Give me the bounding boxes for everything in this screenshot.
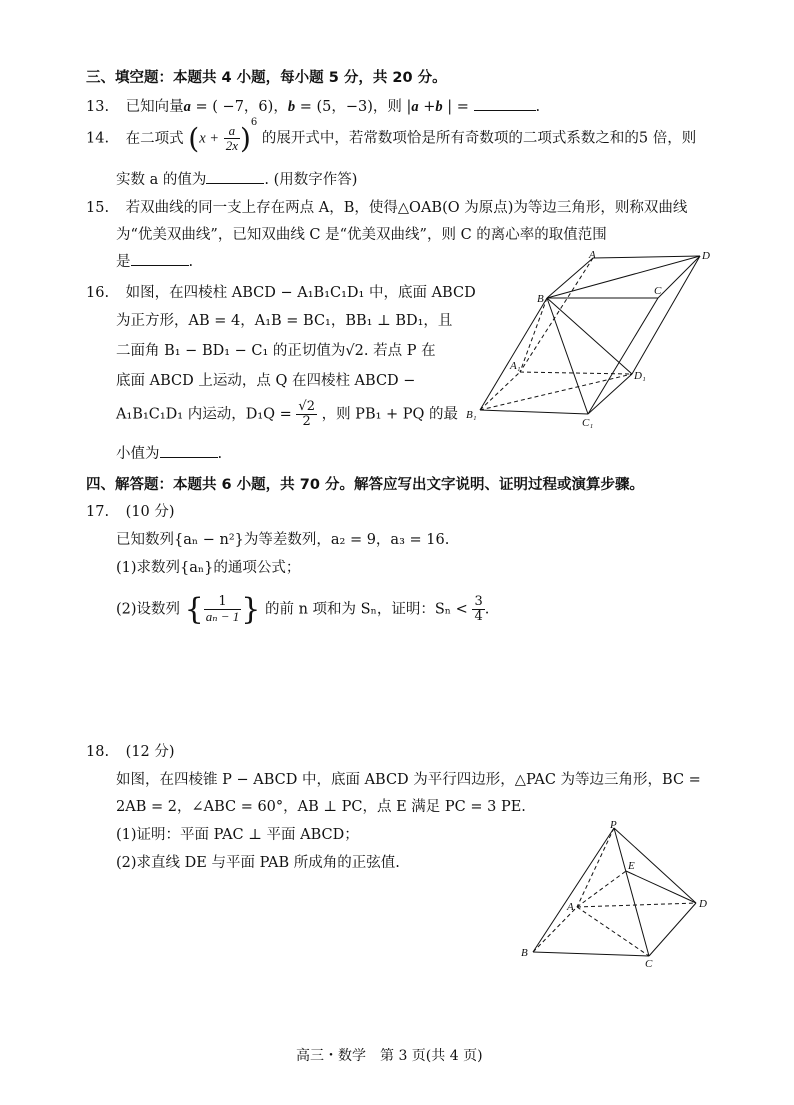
q17-part2a: (2)设数列 [116, 601, 181, 618]
q13-text: 已知向量 [125, 99, 184, 115]
label-A1: A₁ [510, 360, 521, 372]
q17-part2: (2)设数列 { $\frac{1}{\text{aₙ − 1}}$ } 的前 n 项和为 Sₙ，证明：Sₙ < $\frac{3}{4}$ . [116, 592, 490, 627]
frac-top: √2 [298, 399, 315, 414]
section-4-heading: 四、解答题：本题共 6 小题，共 70 分。解答应写出文字说明、证明过程或演算步骤。 [86, 477, 644, 493]
q17-score: (10 分) [125, 504, 175, 520]
period: . [535, 99, 541, 115]
edge-CD [649, 903, 696, 956]
edge-ED [626, 871, 696, 903]
q16-line6-text: 小值为 [116, 446, 160, 462]
edge-AE [577, 871, 626, 907]
question-number: 14. [86, 130, 110, 147]
q16-line1: 如图，在四棱柱 ABCD − A₁B₁C₁D₁ 中，底面 ABCD [125, 285, 476, 301]
q16-line5b: ，则 PB₁ + PQ 的最 [321, 406, 459, 423]
q16-line4: 底面 ABCD 上运动，点 Q 在四棱柱 ABCD − [116, 373, 416, 389]
question-14-line2 [116, 168, 357, 189]
label-C1: C₁ [582, 417, 594, 429]
q18-part2: (2)求直线 DE 与平面 PAB 所成角的正弦值. [116, 855, 400, 871]
question-16 [86, 281, 476, 302]
q15-line2: 为“优美双曲线”，已知双曲线 C 是“优美双曲线”，则 C 的离心率的取值范围 [116, 227, 607, 243]
question-13: 13. 已知向量a = ( −7，6)，b = (5，−3)，则 |a +b | = . [86, 99, 541, 115]
edge-BD1 [547, 298, 632, 374]
q15-line3 [116, 250, 193, 271]
edge-BC1-solid [547, 298, 588, 414]
q13-b-def: = (5，−3)，则 | [299, 99, 412, 115]
frac-bottom: 4 [474, 609, 483, 624]
answer-blank [160, 445, 218, 458]
edge-AA1 [520, 258, 593, 372]
label-B: B [537, 293, 544, 305]
frac-top: 3 [474, 594, 483, 609]
q18-part1: (1)证明：平面 PAC ⊥ 平面 ABCD； [116, 827, 359, 843]
edge-BD [547, 256, 700, 298]
q18-line2: 2AB = 2，∠ABC = 60°，AB ⊥ PC，点 E 满足 PC = 3 PE. [116, 799, 526, 815]
label-B: B [521, 947, 528, 959]
edge-PA [577, 828, 614, 907]
period: . [188, 254, 194, 270]
label-A: A [589, 249, 596, 261]
question-number: 16. [86, 285, 110, 301]
pyramid-figure [515, 818, 715, 968]
label-D1: D₁ [634, 370, 646, 382]
label-A: A [567, 901, 574, 913]
edge-B1C1 [480, 410, 588, 414]
frac-bottom: 2 [302, 414, 311, 429]
q16-line3: 二面角 B₁ − BD₁ − C₁ 的正切值为√2. 若点 P 在 [116, 343, 436, 359]
question-15 [86, 196, 687, 217]
label-E: E [628, 860, 635, 872]
q14-text-b: 的展开式中，若常数项恰是所有奇数项的二项式系数之和的5 倍，则 [261, 130, 697, 147]
question-number: 15. [86, 200, 110, 216]
frac-top: a [224, 124, 240, 139]
page-footer: 高三・数学 第 3 页(共 4 页) [296, 1048, 483, 1064]
label-D: D [702, 250, 710, 262]
q17-line1: 已知数列{aₙ − n²}为等差数列，a₂ = 9，a₃ = 16. [116, 532, 450, 548]
question-17 [86, 500, 175, 521]
label-D: D [699, 898, 707, 910]
frac-top: 1 [204, 595, 242, 610]
edge-A1D1 [520, 372, 632, 374]
period: . [217, 446, 223, 462]
answer-blank [474, 98, 536, 111]
q17-fraction-2 [472, 595, 484, 624]
edge-BA1 [520, 298, 547, 372]
label-B1: B₁ [466, 409, 477, 421]
q16-line6 [116, 442, 222, 463]
q17-part2b: 的前 n 项和为 Sₙ，证明：Sₙ < [265, 601, 468, 618]
q16-line5 [116, 400, 458, 429]
abs-end: | = [447, 99, 469, 115]
label-C: C [645, 958, 653, 968]
section-3-heading: 三、填空题：本题共 4 小题，每小题 5 分，共 20 分。 [86, 70, 447, 86]
question-number: 18. [86, 744, 110, 760]
q14-text-a: 在二项式 [125, 130, 184, 147]
edge-BA [533, 907, 577, 952]
q17-part1: (1)求数列{aₙ}的通项公式； [116, 560, 301, 576]
answer-blank [131, 253, 189, 266]
edge-AD [593, 256, 700, 258]
frac-bottom: 2x [225, 138, 238, 153]
q14-x-plus: x + [199, 130, 220, 147]
label-P: P [610, 819, 617, 831]
edge-AD [577, 903, 696, 907]
edge-PC [614, 828, 649, 956]
q18-line1: 如图，在四棱锥 P − ABCD 中，底面 ABCD 为平行四边形，△PAC 为等边三角形，BC = [116, 772, 701, 788]
prism-figure [460, 248, 720, 433]
frac-bottom: aₙ − 1 [205, 609, 240, 624]
edge-PB [533, 828, 614, 952]
q16-line5a: A₁B₁C₁D₁ 内运动，D₁Q = [116, 406, 292, 423]
power: 6 [250, 116, 258, 128]
q14-line2: 实数 a 的值为 [116, 172, 207, 188]
question-number: 13. [86, 99, 110, 115]
edge-AC [577, 907, 649, 956]
q18-score: (12 分) [125, 744, 175, 760]
question-number: 17. [86, 504, 110, 520]
label-C: C [654, 285, 662, 297]
q16-fraction [296, 400, 317, 429]
q14-fraction [224, 124, 240, 153]
edge-CC1 [588, 298, 658, 414]
question-18 [86, 740, 175, 761]
q15-line1: 若双曲线的同一支上存在两点 A，B，使得△OAB(O 为原点)为等边三角形，则称双曲线 [125, 200, 688, 216]
period: . [484, 601, 490, 618]
edge-B1A1 [480, 372, 520, 410]
question-14: 14. 在二项式 (x + $\frac{a}{2x}$ )$^6$ 的展开式中，若常数项恰是所有奇数项的二项式系数之和的5 倍，则 [86, 116, 697, 155]
edge-DD1 [632, 256, 700, 374]
q15-line3-text: 是 [116, 254, 131, 270]
plus-sign: + [423, 99, 436, 115]
answer-blank [206, 171, 264, 184]
edge-BC [533, 952, 649, 956]
q14-line2-end: . (用数字作答) [264, 172, 358, 188]
q17-fraction [204, 595, 242, 624]
edge-C1D1 [588, 374, 632, 414]
q13-a-def: = ( −7，6)， [195, 99, 288, 115]
edge-PD [614, 828, 696, 903]
edge-BB1 [480, 298, 547, 410]
q16-line2: 为正方形，AB = 4，A₁B = BC₁，BB₁ ⊥ BD₁，且 [116, 313, 453, 329]
